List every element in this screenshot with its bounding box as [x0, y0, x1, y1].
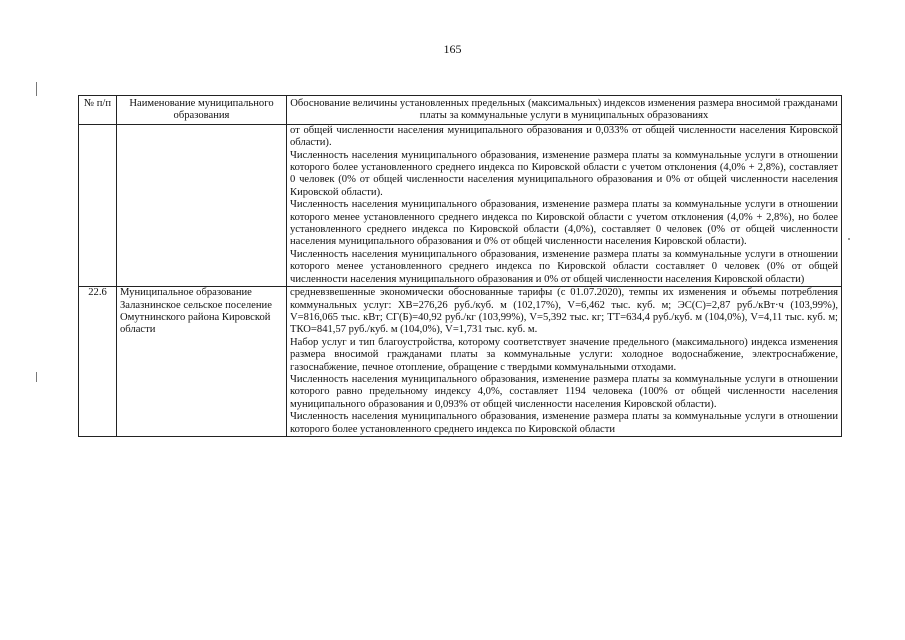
- municipality-name: [117, 124, 287, 286]
- scan-artifact-dot: [848, 238, 850, 240]
- table-row: [79, 124, 842, 286]
- header-number: № п/п: [79, 96, 117, 125]
- table-header-row: [79, 96, 842, 125]
- table-row: [79, 287, 842, 437]
- tariff-justification-table: [78, 95, 842, 437]
- paragraph: Численность населения муниципального образования, изменение размера платы за коммунальные услуги в отношении которого менее установленного среднего индекса по Кировской области с учетом отклонения (4,0% + 2,8%), но более установленного среднего индекса по Кировской области (4,0%), составляет 0 человек (0% от общей численности населения муниципального образования и 0% от общей численности населения Кировской области).: [290, 199, 838, 248]
- paragraph: Численность населения муниципального образования, изменение размера платы за коммунальные услуги в отношении которого более установленного среднего индекса по Кировской области с учетом отклонения (4,0% + 2,8%), составляет 0 человек (0% от общей численности населения муниципального образования и 0% от общей численности населения Кировской области).: [290, 149, 838, 198]
- justification-cell: [287, 287, 842, 437]
- scan-artifact-mark: [36, 82, 37, 96]
- header-municipality-name: Наименование муниципального образования: [117, 96, 287, 125]
- paragraph: Набор услуг и тип благоустройства, которому соответствует значение предельного (максимального) индекса изменения размера вносимой гражданами платы за коммунальные услуги: холодное водоснабжение, электроснабжение, газоснабжение, печное отопление, обращение с твердыми коммунальными отходами.: [290, 336, 838, 373]
- justification-cell: [287, 124, 842, 286]
- row-number: [79, 124, 117, 286]
- row-number: 22.6: [79, 287, 117, 437]
- paragraph: Численность населения муниципального образования, изменение размера платы за коммунальные услуги в отношении которого более установленного среднего индекса по Кировской области: [290, 411, 838, 435]
- paragraph: от общей численности населения муниципального образования и 0,033% от общей численности населения Кировской области).: [290, 124, 838, 149]
- header-justification: Обоснование величины установленных предельных (максимальных) индексов изменения размера вносимой гражданами платы за коммунальные услуги в муниципальных образованиях: [287, 96, 842, 125]
- paragraph: средневзвешенные экономически обоснованные тарифы (с 01.07.2020), темпы их изменения и объемы потребления коммунальных услуг: ХВ=276,26 руб./куб. м (102,17%), V=6,462 тыс. куб. м; ЭС(С)=2,87 руб./кВт·ч (103,99%), V=816,065 тыс. кВт; СГ(Б)=40,92 руб./кг (103,99%), V=5,392 тыс. кг; ТТ=634,4 руб./куб. м (104,0%), V=4,11 тыс. куб. м; ТКО=841,57 руб./куб. м (104,0%), V=1,731 тыс. куб. м.: [290, 287, 838, 336]
- municipality-name: Муниципальное образование Залазнинское сельское поселение Омутнинского района Кировской области: [117, 287, 287, 437]
- paragraph: Численность населения муниципального образования, изменение размера платы за коммунальные услуги в отношении которого менее установленного среднего индекса по Кировской области составляет 0 человек (0% от общей численности населения муниципального образования и 0% от общей численности населения Кировской области): [290, 248, 838, 285]
- scan-artifact-mark: [36, 372, 37, 382]
- page-number: 165: [443, 42, 462, 56]
- paragraph: Численность населения муниципального образования, изменение размера платы за коммунальные услуги в отношении которого равно предельному индексу 4,0%, составляет 1194 человека (100% от общей численности населения муниципального образования и 0,093% от общей численности населения Кировской области).: [290, 373, 838, 410]
